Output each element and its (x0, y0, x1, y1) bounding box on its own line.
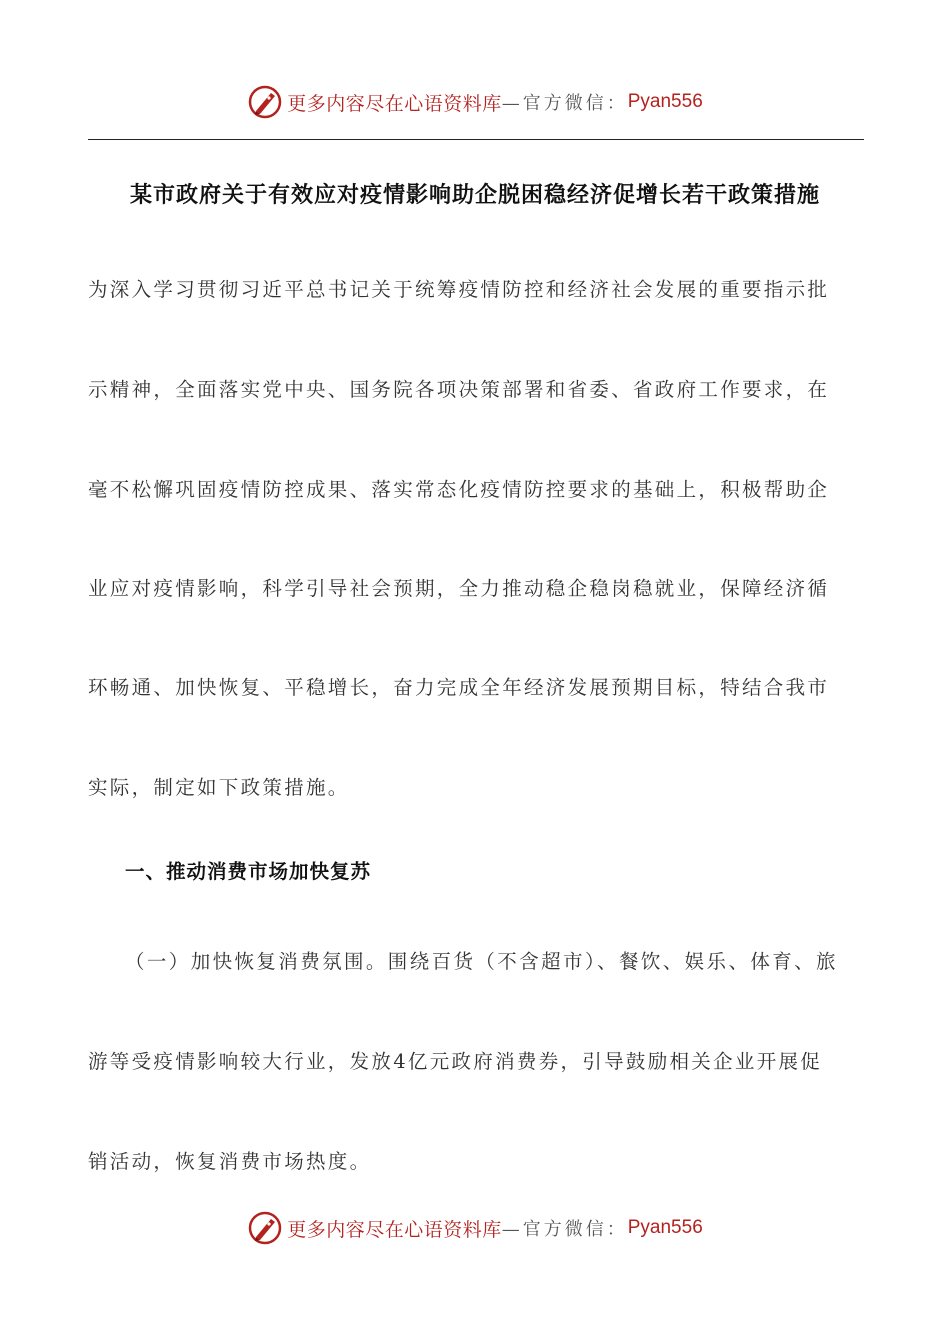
document-title: 某市政府关于有效应对疫情影响助企脱困稳经济促增长若干政策措施 (129, 182, 820, 208)
banner-text: 更多内容尽在心语资料库 (287, 92, 502, 115)
banner-text: 更多内容尽在心语资料库 (287, 1218, 502, 1241)
footer-banner (0, 1208, 950, 1248)
paragraph-line: （一）加快恢复消费氛围。围绕百货（不含超市）、餐饮、娱乐、体育、旅 (125, 950, 838, 973)
paragraph-line: 实际，制定如下政策措施。 (88, 776, 350, 799)
paragraph-line: 业应对疫情影响，科学引导社会预期，全力推动稳企稳岗稳就业，保障经济循 (88, 577, 830, 600)
header-divider (88, 139, 864, 140)
header-banner (0, 82, 950, 122)
section-heading: 一、推动消费市场加快复苏 (125, 860, 372, 883)
banner-official-label: —官方微信： (501, 93, 628, 114)
banner-official-label: —官方微信： (501, 1219, 628, 1240)
paragraph-line: 为深入学习贯彻习近平总书记关于统筹疫情防控和经济社会发展的重要指示批 (88, 278, 830, 301)
paragraph-line: 示精神，全面落实党中央、国务院各项决策部署和省委、省政府工作要求，在 (88, 378, 830, 401)
paragraph-line: 毫不松懈巩固疫情防控成果、落实常态化疫情防控要求的基础上，积极帮助企 (88, 478, 830, 501)
paragraph-line: 环畅通、加快恢复、平稳增长，奋力完成全年经济发展预期目标，特结合我市 (88, 676, 830, 699)
banner-wechat-id: Pyan556 (627, 91, 703, 112)
pen-nib-logo-icon (247, 84, 283, 120)
pen-nib-logo-icon (247, 1210, 283, 1246)
paragraph-line: 游等受疫情影响较大行业，发放4亿元政府消费券，引导鼓励相关企业开展促 (88, 1050, 823, 1073)
paragraph-line: 销活动，恢复消费市场热度。 (88, 1150, 372, 1173)
banner-wechat-id: Pyan556 (627, 1217, 703, 1238)
